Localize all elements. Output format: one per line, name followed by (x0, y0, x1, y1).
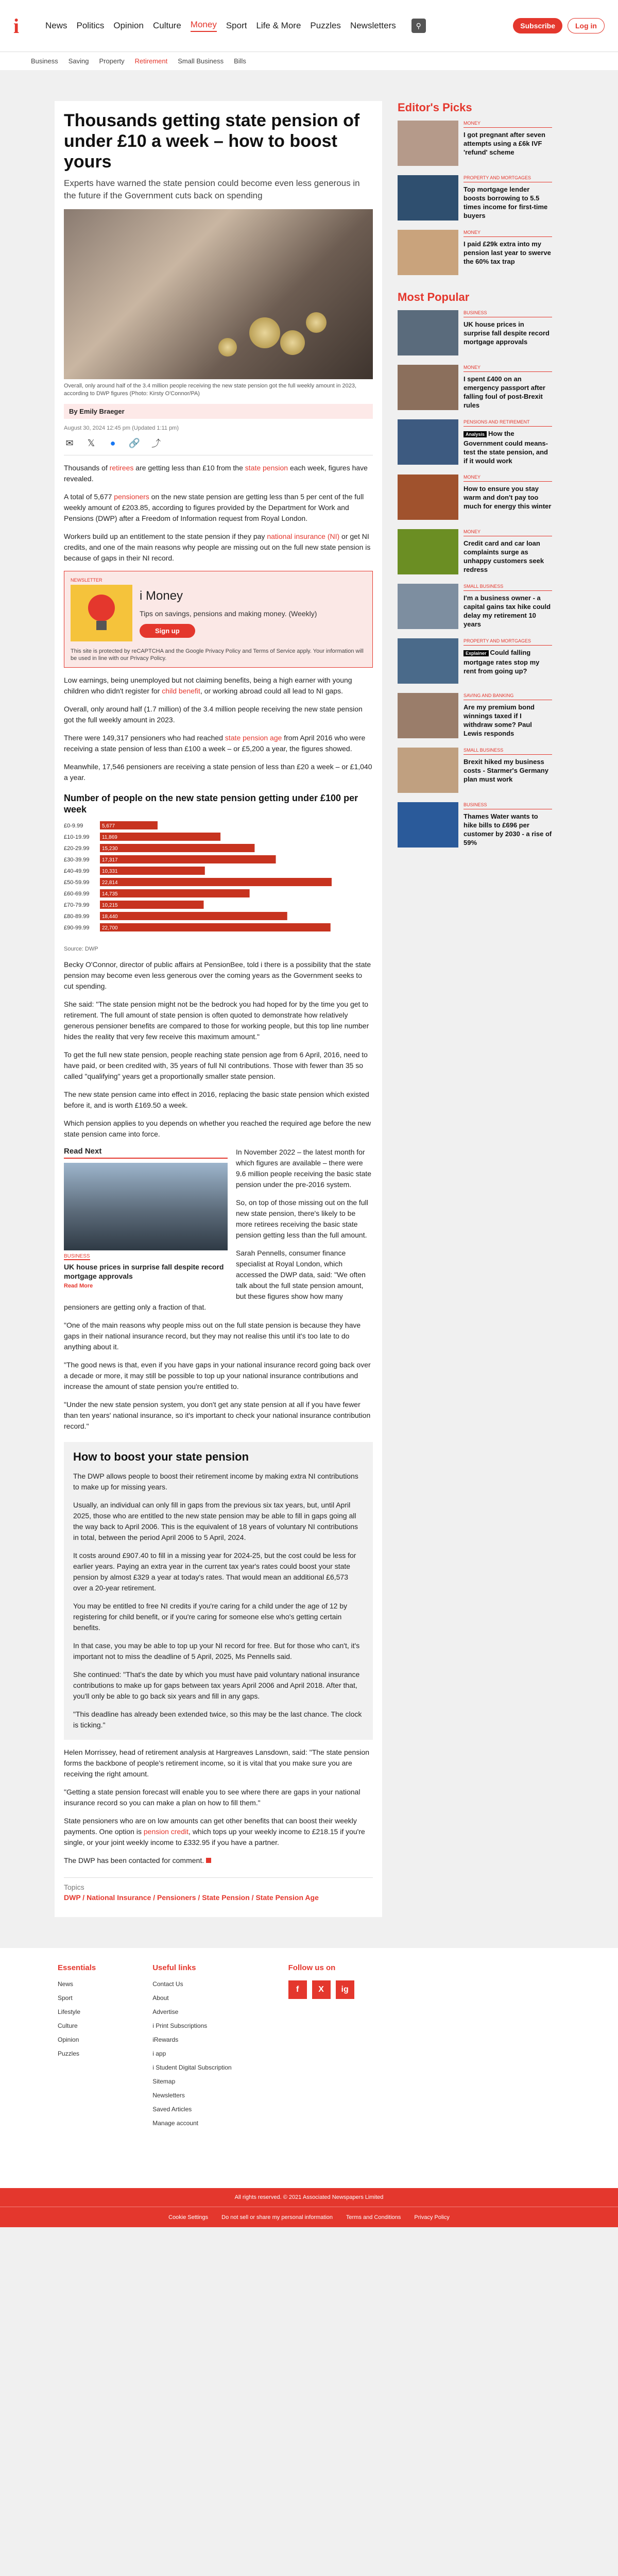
chart-value-label: 5,677 (102, 823, 115, 829)
nav-money[interactable]: Money (191, 20, 217, 32)
x-icon[interactable]: 𝕏 (87, 437, 95, 448)
article-standfirst: Experts have warned the state pension could become even less generous in the future if the Government cuts back on spending (64, 178, 360, 200)
paragraph: Low earnings, being unemployed but not claiming benefits, being a high earner with young children who didn't register for child benefit, or working abroad could all lead to NI gaps. (64, 676, 352, 695)
nav-newsletters[interactable]: Newsletters (350, 21, 396, 30)
do-not-sell-link[interactable]: Do not sell or share my personal information (221, 2214, 333, 2221)
sidebar-article[interactable] (398, 584, 552, 629)
chart-category-label: £50-59.99 (64, 879, 90, 886)
article-title-link[interactable]: How to ensure you stay warm and don't pay too much for energy this winter (464, 485, 552, 510)
chart-value-label: 22,814 (102, 880, 118, 886)
sidebar-article[interactable] (398, 638, 552, 684)
footer-link[interactable]: Saved Articles (152, 2106, 192, 2113)
article-title-link[interactable]: UK house prices in surprise fall despite record mortgage approvals (464, 320, 550, 346)
link-state-pension[interactable]: state pension (245, 464, 288, 472)
topics-label: Topics (64, 1883, 84, 1891)
sidebar-article[interactable] (398, 529, 552, 574)
article-title-link[interactable]: I paid £29k extra into my pension last year to swerve the 60% tax trap (464, 240, 551, 265)
paragraph: "Getting a state pension forecast will enable you to see where there are gaps in your national insurance record so you can make a plan on how to fill them." (64, 1788, 360, 1807)
privacy-link[interactable]: Privacy Policy (414, 2214, 450, 2221)
article-thumbnail[interactable] (398, 310, 458, 355)
read-next-card[interactable] (64, 1147, 228, 1289)
paragraph: The DWP has been contacted for comment. (64, 1855, 373, 1866)
article-title-link[interactable]: Analysis How the Government could means-test the state pension, and if it would work (464, 430, 548, 465)
recaptcha-notice: This site is protected by reCAPTCHA and the Google Privacy Policy and Terms of Service apply. Your information will be used in line with our Privacy Policy. (71, 648, 364, 662)
sidebar-article[interactable] (398, 121, 552, 166)
share-bar (64, 437, 373, 455)
footer-link[interactable]: i app (152, 2050, 166, 2057)
paragraph: She said: "The state pension might not be the bedrock you had hoped for by the time you get to retirement. The full amount of state pension is often quoted to demonstrate how relatively generous pensioner benefits are compared to those for working people, but this top line number hides the reality that very few receive this maximum amount." (64, 1000, 369, 1041)
footer-link[interactable]: Sport (58, 1994, 73, 2002)
chart-bar (100, 878, 332, 886)
facebook-icon[interactable]: f (288, 1980, 307, 1999)
paragraph: There were 149,317 pensioners who had reached state pension age from April 2016 who were receiving a state pension of less than £100 a week – or £5,200 a year, the figures showed. (64, 734, 366, 753)
paragraph: Which pension applies to you depends on whether you reached the required age before the new state pension came into force. (64, 1119, 371, 1138)
footer-link[interactable]: Puzzles (58, 2050, 80, 2057)
paragraph: In that case, you may be able to top up your NI record for free. But for those who can't, it's important not to miss the deadline of 5 April, 2025, Ms Pennells said. (73, 1641, 360, 1660)
header-actions (513, 18, 605, 33)
footer-link[interactable]: i Student Digital Subscription (152, 2064, 232, 2071)
topic-link[interactable]: Pensioners (157, 1893, 196, 1902)
topic-link[interactable]: State Pension (202, 1893, 250, 1902)
article-title-link[interactable]: Explainer Could falling mortgage rates stop my rent from going up? (464, 649, 540, 675)
copyright: All rights reserved. © 2021 Associated Newspapers Limited (0, 2188, 618, 2207)
cookie-settings-link[interactable]: Cookie Settings (168, 2214, 209, 2221)
sidebar-article[interactable] (398, 365, 552, 410)
chart-bar (100, 923, 331, 931)
chart-category-label: £60-69.99 (64, 891, 90, 897)
pension-chart (64, 792, 373, 952)
chart-value-label: 10,215 (102, 903, 118, 908)
x-icon[interactable]: X (312, 1980, 331, 1999)
article-category[interactable]: MONEY (464, 474, 552, 482)
sidebar-article[interactable] (398, 693, 552, 738)
article-title-link[interactable]: I got pregnant after seven attempts using a £6k IVF 'refund' scheme (464, 131, 545, 156)
search-icon[interactable]: ⚲ (411, 19, 426, 33)
newsletter-description: Tips on savings, pensions and making money. (Weekly) (140, 609, 317, 618)
article-thumbnail[interactable] (398, 175, 458, 221)
footer-link[interactable]: Manage account (152, 2120, 198, 2127)
footer-link[interactable]: Lifestyle (58, 2008, 81, 2015)
footer-essentials (58, 1963, 96, 2167)
sidebar-article[interactable] (398, 802, 552, 848)
chart-category-label: £40-49.99 (64, 868, 90, 874)
article-thumbnail[interactable] (398, 230, 458, 275)
article-title-link[interactable]: Brexit hiked my business costs - Starmer's Germany plan must work (464, 758, 548, 783)
lightbulb-icon (71, 585, 132, 641)
article-thumbnail[interactable] (398, 802, 458, 848)
updated-date: (Updated 1:11 pm) (132, 425, 179, 431)
chart-value-label: 14,735 (102, 891, 118, 897)
chart-bar (100, 889, 250, 897)
paragraph: So, on top of those missing out on the full new state pension, there's likely to be more retirees receiving the basic state pension getting less than the full amount. (236, 1198, 368, 1239)
article-category[interactable]: SMALL BUSINESS (464, 748, 552, 755)
sidebar-article[interactable] (398, 419, 552, 465)
article-category[interactable]: SAVING AND BANKING (464, 693, 552, 700)
footer-link[interactable]: About (152, 1994, 169, 2002)
footer-link[interactable]: News (58, 1980, 74, 1988)
chart-value-label: 22,700 (102, 925, 118, 931)
publish-date: August 30, 2024 12:45 pm (64, 425, 131, 431)
chart-category-label: £20-29.99 (64, 845, 90, 852)
nav-opinion[interactable]: Opinion (113, 21, 144, 30)
read-next-heading: Read Next (64, 1147, 228, 1159)
paragraph: Workers build up an entitlement to the state pension if they pay national insurance (NI) or get NI credits, and one of the main reasons why people are missing out on the full new state pension is because of gaps in their NI record. (64, 532, 371, 562)
link-icon[interactable]: 🔗 (128, 437, 141, 448)
chart-value-label: 18,440 (102, 914, 118, 920)
bar-chart (64, 819, 373, 943)
boost-pension-box (64, 1442, 373, 1740)
paragraph: It costs around £907.40 to fill in a missing year for 2024-25, but the cost could be less for earlier years. Paying an extra year in the current tax year's rates could boost your state pension by almost £329 a year at today's rates. That would mean an additional £6,573 over a 20-year retirement. (73, 1551, 356, 1592)
facebook-icon[interactable]: ● (110, 437, 116, 448)
sub-nav (0, 52, 618, 70)
paragraph: She continued: "That's the date by which you must have paid voluntary national insurance contributions to make up for gaps between tax years April 2006 and April 2018. After that, you'll only be able to go back six years and fill in any gaps. (73, 1670, 360, 1700)
chart-category-label: £0-9.99 (64, 823, 83, 829)
chart-bar (100, 855, 276, 863)
footer-useful-links (152, 1963, 231, 2167)
paragraph: Sarah Pennells, consumer finance specialist at Royal London, which accessed the DWP data, said: "We often talk about the full state pension amount, but these figures show how many pensioners are getting only a fraction of that. (64, 1249, 366, 1311)
boost-heading: How to boost your state pension (73, 1450, 249, 1463)
article-category[interactable]: MONEY (464, 230, 552, 237)
article-category[interactable]: BUSINESS (464, 310, 552, 317)
signup-button[interactable]: Sign up (140, 624, 195, 638)
article-thumbnail[interactable] (398, 529, 458, 574)
nav-politics[interactable]: Politics (76, 21, 105, 30)
read-more-link[interactable]: Read More (64, 1283, 93, 1289)
footer-link[interactable]: Sitemap (152, 2078, 176, 2085)
site-footer (0, 1948, 618, 2227)
article-title-link[interactable]: I spent £400 on an emergency passport after falling foul of post-Brexit rules (464, 375, 545, 409)
most-popular-heading: Most Popular (398, 291, 470, 303)
newsletter-title: i Money (140, 589, 183, 603)
sidebar-article[interactable] (398, 230, 552, 275)
chart-category-label: £70-79.99 (64, 902, 90, 908)
paragraph: "The good news is that, even if you have gaps in your national insurance record going back over a decade or more, it may still be possible to top up your national insurance contributions and increase the amount of state pension you're entitled to. (64, 1361, 371, 1391)
article-title-link[interactable]: I'm a business owner - a capital gains tax hike could delay my retirement 10 years (464, 594, 551, 628)
paragraph: To get the full new state pension, people reaching state pension age from 6 April, 2016, need to have paid, or been credited with, 35 years of full NI contributions. Those with fewer than 35 so called "qualifying" years get a proportionally smaller state pension. (64, 1050, 368, 1080)
paragraph: Usually, an individual can only fill in gaps from the previous six tax years, but, until April 2025, those who are entitled to the new state pension may be able to fill in gaps going all the way back to April 2006. This is the equivalent of 18 years of voluntary NI contributions in total, between the period April 2006 to 5 April, 2024. (73, 1501, 358, 1541)
article-thumbnail[interactable] (398, 474, 458, 520)
subnav-business[interactable]: Business (31, 57, 58, 65)
end-marker-icon (206, 1858, 211, 1863)
article-category[interactable]: MONEY (464, 121, 552, 128)
sidebar-article[interactable] (398, 310, 552, 355)
sidebar-article[interactable] (398, 474, 552, 520)
article-thumbnail[interactable] (398, 748, 458, 793)
paragraph: Helen Morrissey, head of retirement analysis at Hargreaves Lansdown, said: "The state pension forms the backbone of people's retirement income, so it is vital that you make sure you are receiving the right amount. (64, 1748, 370, 1778)
article-title: Thousands getting state pension of under £10 a week – how to boost yours (64, 111, 360, 172)
paragraph: Overall, only around half (1.7 million) of the 3.4 million people receiving the new state pension got the full weekly amount in 2023. (64, 705, 363, 724)
read-next-image[interactable] (64, 1163, 228, 1250)
chart-bar (100, 833, 220, 841)
read-next-category[interactable]: BUSINESS (64, 1253, 90, 1259)
chart-bar (100, 912, 287, 920)
topic-link[interactable]: National Insurance (87, 1893, 151, 1902)
footer-heading: Follow us on (288, 1963, 336, 1972)
subnav-saving[interactable]: Saving (68, 57, 89, 65)
main-nav (45, 19, 426, 33)
chart-category-label: £90-99.99 (64, 925, 90, 931)
article-thumbnail[interactable] (398, 365, 458, 410)
topic-link[interactable]: State Pension Age (255, 1893, 319, 1902)
editors-picks-list (398, 121, 552, 275)
editors-picks-heading: Editor's Picks (398, 101, 472, 114)
topic-link[interactable]: DWP (64, 1893, 81, 1902)
footer-heading: Useful links (152, 1963, 196, 1972)
chart-bar (100, 844, 254, 852)
chart-value-label: 17,317 (102, 857, 118, 863)
article-thumbnail[interactable] (398, 419, 458, 465)
article (55, 101, 382, 1917)
article-category[interactable]: MONEY (464, 365, 552, 372)
hero-caption: Overall, only around half of the 3.4 million people receiving the new state pension got the full weekly amount in 2023, according to DWP figures (Photo: Kirsty O'Connor/PA) (64, 383, 357, 397)
paragraph: "This deadline has already been extended twice, so this may be the last chance. The clock is ticking." (73, 1710, 362, 1729)
instagram-icon[interactable]: ig (336, 1980, 354, 1999)
article-title-link[interactable]: Credit card and car loan complaints surge as unhappy customers seek redress (464, 539, 544, 573)
page-wrap (0, 70, 618, 1917)
footer-link[interactable]: Newsletters (152, 2092, 185, 2099)
footer-heading: Essentials (58, 1963, 96, 1972)
site-header (0, 0, 618, 70)
link-national-insurance[interactable]: national insurance (NI) (267, 532, 340, 540)
sidebar (398, 101, 552, 1917)
article-thumbnail[interactable] (398, 584, 458, 629)
link-child-benefit[interactable]: child benefit (162, 687, 200, 695)
nav-culture[interactable]: Culture (152, 21, 181, 30)
article-category[interactable]: MONEY (464, 529, 552, 536)
footer-link[interactable]: Contact Us (152, 1980, 183, 1988)
nav-sport[interactable]: Sport (226, 21, 247, 30)
nav-life[interactable]: Life & More (256, 21, 301, 30)
email-icon[interactable]: ✉ (65, 437, 74, 448)
paragraph: Meanwhile, 17,546 pensioners are receiving a state pension of less than £20 a week – or £1,040 a year. (64, 762, 372, 782)
nav-news[interactable]: News (45, 21, 67, 30)
link-pension-credit[interactable]: pension credit (143, 1827, 189, 1836)
most-popular-list (398, 310, 552, 848)
byline[interactable]: By Emily Braeger (64, 404, 373, 419)
paragraph: State pensioners who are on low amounts can get other benefits that can boost their weekly payments. One option is pension credit, which tops up your weekly income to £218.15 if you're single, or your joint weekly income to £332.95 if you have a partner. (64, 1817, 365, 1846)
footer-link[interactable]: i Print Subscriptions (152, 2022, 208, 2029)
chart-source: Source: DWP (64, 946, 98, 952)
footer-social (288, 1963, 354, 2167)
newsletter-signup (64, 571, 373, 668)
terms-link[interactable]: Terms and Conditions (346, 2214, 401, 2221)
paragraph: A total of 5,677 pensioners on the new state pension are getting less than 5 per cent of the full weekly amount of £203.85, according to figures provided by the Department for Work and Pensions (DWP) after a Freedom of Information request from Royal London. (64, 493, 364, 522)
chart-value-label: 15,230 (102, 846, 118, 852)
sidebar-article[interactable] (398, 748, 552, 793)
newsletter-tag: NEWSLETTER (71, 578, 102, 583)
login-button[interactable]: Log in (568, 18, 605, 33)
article-category[interactable]: PROPERTY AND MORTGAGES (464, 638, 552, 646)
paragraph: "One of the main reasons why people miss out on the full state pension is because they have gaps in their national insurance record, but they may not realise this until it's too late to do anything about it. (64, 1321, 361, 1351)
link-state-pension-age[interactable]: state pension age (225, 734, 282, 742)
subnav-bills[interactable]: Bills (234, 57, 246, 65)
chart-category-label: £80-89.99 (64, 913, 90, 920)
chart-title: Number of people on the new state pension getting under £100 per week (64, 793, 358, 815)
chart-value-label: 10,331 (102, 869, 118, 874)
hero-image (64, 209, 373, 379)
article-title-link[interactable]: Are my premium bond winnings taxed if I withdraw some? Paul Lewis responds (464, 703, 535, 737)
footer-link[interactable]: Culture (58, 2022, 78, 2029)
subscribe-button[interactable]: Subscribe (513, 18, 562, 33)
article-category[interactable]: BUSINESS (464, 802, 552, 809)
paragraph: Thousands of retirees are getting less than £10 from the state pension each week, figures have revealed. (64, 464, 368, 483)
paragraph: In November 2022 – the latest month for which figures are available – there were 9.6 million people receiving the basic state pension under the pre-2016 system. (236, 1148, 372, 1189)
read-next-title[interactable]: UK house prices in surprise fall despite record mortgage approvals (64, 1263, 224, 1280)
article-body (64, 463, 373, 1866)
sidebar-article[interactable] (398, 175, 552, 221)
article-thumbnail[interactable] (398, 638, 458, 684)
site-logo[interactable]: i (13, 14, 20, 38)
footer-link[interactable]: Opinion (58, 2036, 79, 2043)
paragraph: The new state pension came into effect in 2016, replacing the basic state pension which existed before it, and is worth £169.50 a week. (64, 1090, 369, 1109)
paragraph: Becky O'Connor, director of public affairs at PensionBee, told i there is a possibility that the state pension may become even less generous over the coming years as the Government seeks to cut spending. (64, 960, 371, 990)
article-badge: Analysis (464, 431, 487, 437)
article-title-link[interactable]: Thames Water wants to hike bills to £696 per customer by 2030 - a rise of 59% (464, 812, 552, 846)
paragraph: The DWP allows people to boost their retirement income by making extra NI contributions to make up for missing years. (73, 1472, 358, 1491)
subnav-retirement[interactable]: Retirement (134, 57, 168, 65)
subnav-small-business[interactable]: Small Business (178, 57, 224, 65)
chart-category-label: £10-19.99 (64, 834, 90, 840)
top-bar (0, 0, 618, 52)
link-pensioners[interactable]: pensioners (114, 493, 149, 501)
nav-puzzles[interactable]: Puzzles (310, 21, 341, 30)
footer-link[interactable]: Advertise (152, 2008, 179, 2015)
share-icon[interactable]: ⤴ (151, 438, 161, 449)
paragraph: You may be entitled to free NI credits if you're caring for a child under the age of 12 by registering for child benefit, or if you're caring for someone else who's getting certain benefits. (73, 1602, 348, 1632)
article-thumbnail[interactable] (398, 693, 458, 738)
topics-list: DWP / National Insurance / Pensioners / State Pension / State Pension Age (64, 1893, 319, 1902)
dateline (64, 425, 373, 431)
article-thumbnail[interactable] (398, 121, 458, 166)
footer-link[interactable]: iRewards (152, 2036, 179, 2043)
chart-category-label: £30-39.99 (64, 857, 90, 863)
article-badge: Explainer (464, 650, 489, 656)
legal-links (0, 2207, 618, 2227)
subnav-property[interactable]: Property (99, 57, 125, 65)
topics (64, 1877, 373, 1902)
link-retirees[interactable]: retirees (109, 464, 134, 472)
article-title-link[interactable]: Top mortgage lender boosts borrowing to 5.5 times income for first-time buyers (464, 185, 548, 219)
chart-value-label: 11,869 (102, 835, 117, 840)
paragraph: "Under the new state pension system, you don't get any state pension at all if you have fewer than ten years' national insurance, so it's important to check your national insurance contribution record." (64, 1400, 371, 1430)
article-category[interactable]: SMALL BUSINESS (464, 584, 552, 591)
newsletter-illustration (71, 585, 132, 641)
article-category[interactable]: PROPERTY AND MORTGAGES (464, 175, 552, 182)
article-category[interactable]: PENSIONS AND RETIREMENT (464, 419, 552, 427)
